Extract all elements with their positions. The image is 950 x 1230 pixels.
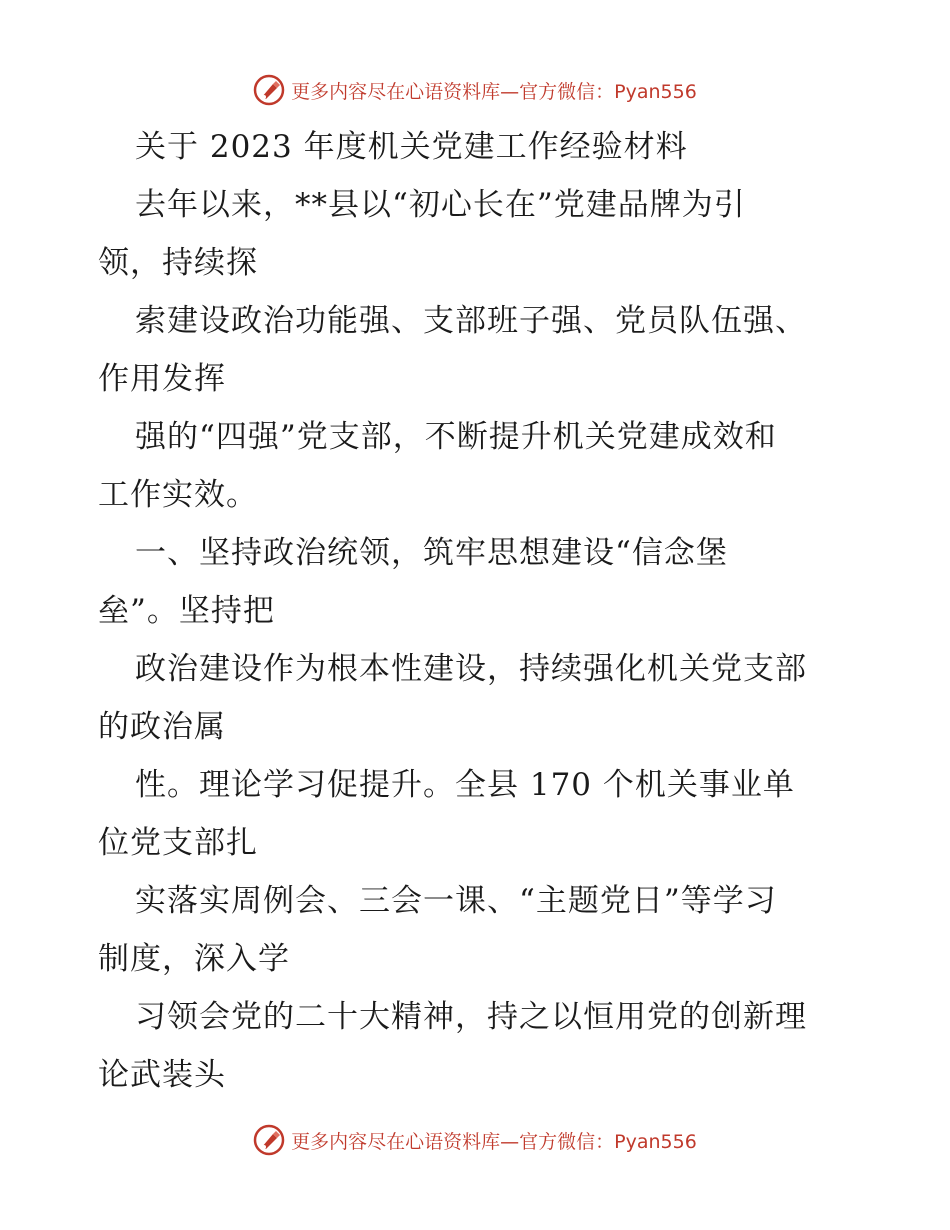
- document-line: 垒”。坚持把: [98, 593, 275, 629]
- document-line: 论武装头: [98, 1057, 226, 1093]
- banner-wechat: 官方微信：Pyan556: [519, 1130, 697, 1153]
- banner-dash: —: [500, 1130, 520, 1153]
- document-line: 去年以来，**县以“初心长在”党建品牌为引: [135, 187, 746, 223]
- document-line: 领，持续探: [98, 245, 258, 281]
- document-body: [98, 118, 898, 1104]
- document-line: 制度，深入学: [98, 941, 290, 977]
- document-line: 习领会党的二十大精神，持之以恒用党的创新理: [135, 999, 807, 1035]
- banner-wechat: 官方微信：Pyan556: [519, 80, 697, 103]
- document-line: 关于 2023 年度机关党建工作经验材料: [135, 129, 688, 165]
- banner-dash: —: [500, 80, 520, 103]
- document-line: 实落实周例会、三会一课、“主题党日”等学习: [135, 883, 777, 919]
- document-line: 一、坚持政治统领，筑牢思想建设“信念堡: [135, 535, 728, 571]
- banner-title: 更多内容尽在心语资料库: [291, 1130, 501, 1153]
- document-line: 工作实效。: [98, 477, 258, 513]
- document-line: 性。理论学习促提升。全县 170 个机关事业单: [135, 767, 795, 803]
- footer-watermark-banner: [0, 1120, 950, 1160]
- document-line: 政治建设作为根本性建设，持续强化机关党支部: [135, 651, 807, 687]
- document-line: 的政治属: [98, 709, 226, 745]
- document-line: 位党支部扎: [98, 825, 258, 861]
- banner-title: 更多内容尽在心语资料库: [291, 80, 501, 103]
- document-line: 索建设政治功能强、支部班子强、党员队伍强、: [135, 303, 807, 339]
- header-watermark-banner: [0, 70, 950, 110]
- pen-nib-logo-icon: [253, 74, 285, 106]
- pen-nib-logo-icon: [253, 1124, 285, 1156]
- document-line: 作用发挥: [98, 361, 226, 397]
- document-line: 强的“四强”党支部，不断提升机关党建成效和: [135, 419, 777, 455]
